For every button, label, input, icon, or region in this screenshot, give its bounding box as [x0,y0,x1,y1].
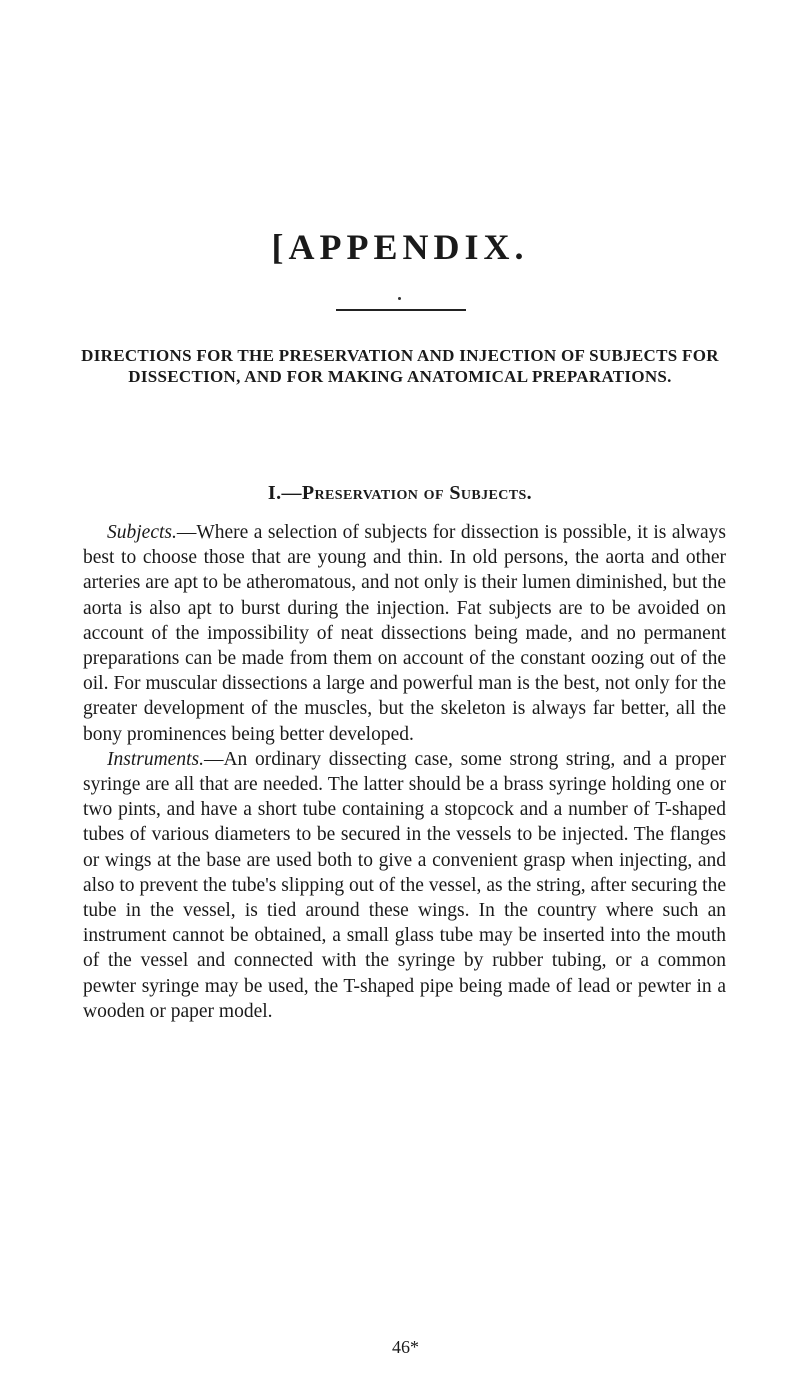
directions-heading: DIRECTIONS FOR THE PRESERVATION AND INJECTION OF SUBJECTS FOR DISSECTION, AND FOR MAKING ANATOMICAL PREPARATIONS. [81,346,719,386]
divider-rule [336,309,466,311]
decorative-dot [398,297,401,300]
appendix-title: [APPENDIX. [271,227,529,267]
paragraph-instruments [83,747,726,1024]
section-title [0,482,800,505]
paragraph-lead: Instruments. [107,748,204,770]
section-number: I.— [267,482,302,504]
page-number: 46* [392,1337,419,1357]
paragraph-lead: Subjects. [107,522,177,543]
paragraph-text: —Where a selection of subjects for dissection is possible, it is always best to choose those that are young and thin. In old persons, the aorta and other arteries are apt to be atheromatous, and not only is their lumen diminished, but the aorta is also apt to burst during the injection. Fat subjects are to be avoided on account of the impossibility of neat dissections being made, and no permanent preparations can be made from them on account of the constant oozing out of the oil. For muscular dissections a large and powerful man is the best, not only for the greater development of the muscles, but the skeleton is always far better, all the bony prominences being better developed. [83,522,726,745]
paragraph-subjects [83,520,726,747]
paragraph-text: —An ordinary dissecting case, some strong string, and a proper syringe are all that are needed. The latter should be a brass syringe holding one or two pints, and have a short tube containing a stopcock and a number of T-shaped tubes of various diameters to be secured in the vessels to be injected. The flanges or wings at the base are used both to give a convenient grasp when injecting, and also to prevent the tube's slipping out of the vessel, as the string, after securing the tube in the vessel, is tied around these wings. In the country where such an instrument cannot be obtained, a small glass tube may be inserted into the mouth of the vessel and connected with the syringe by rubber tubing, or a common pewter syringe may be used, the T-shaped pipe being made of lead or pewter in a wooden or paper model. [83,748,726,1022]
body-text [83,520,726,1024]
section-title-text: Preservation of Subjects. [301,482,533,504]
